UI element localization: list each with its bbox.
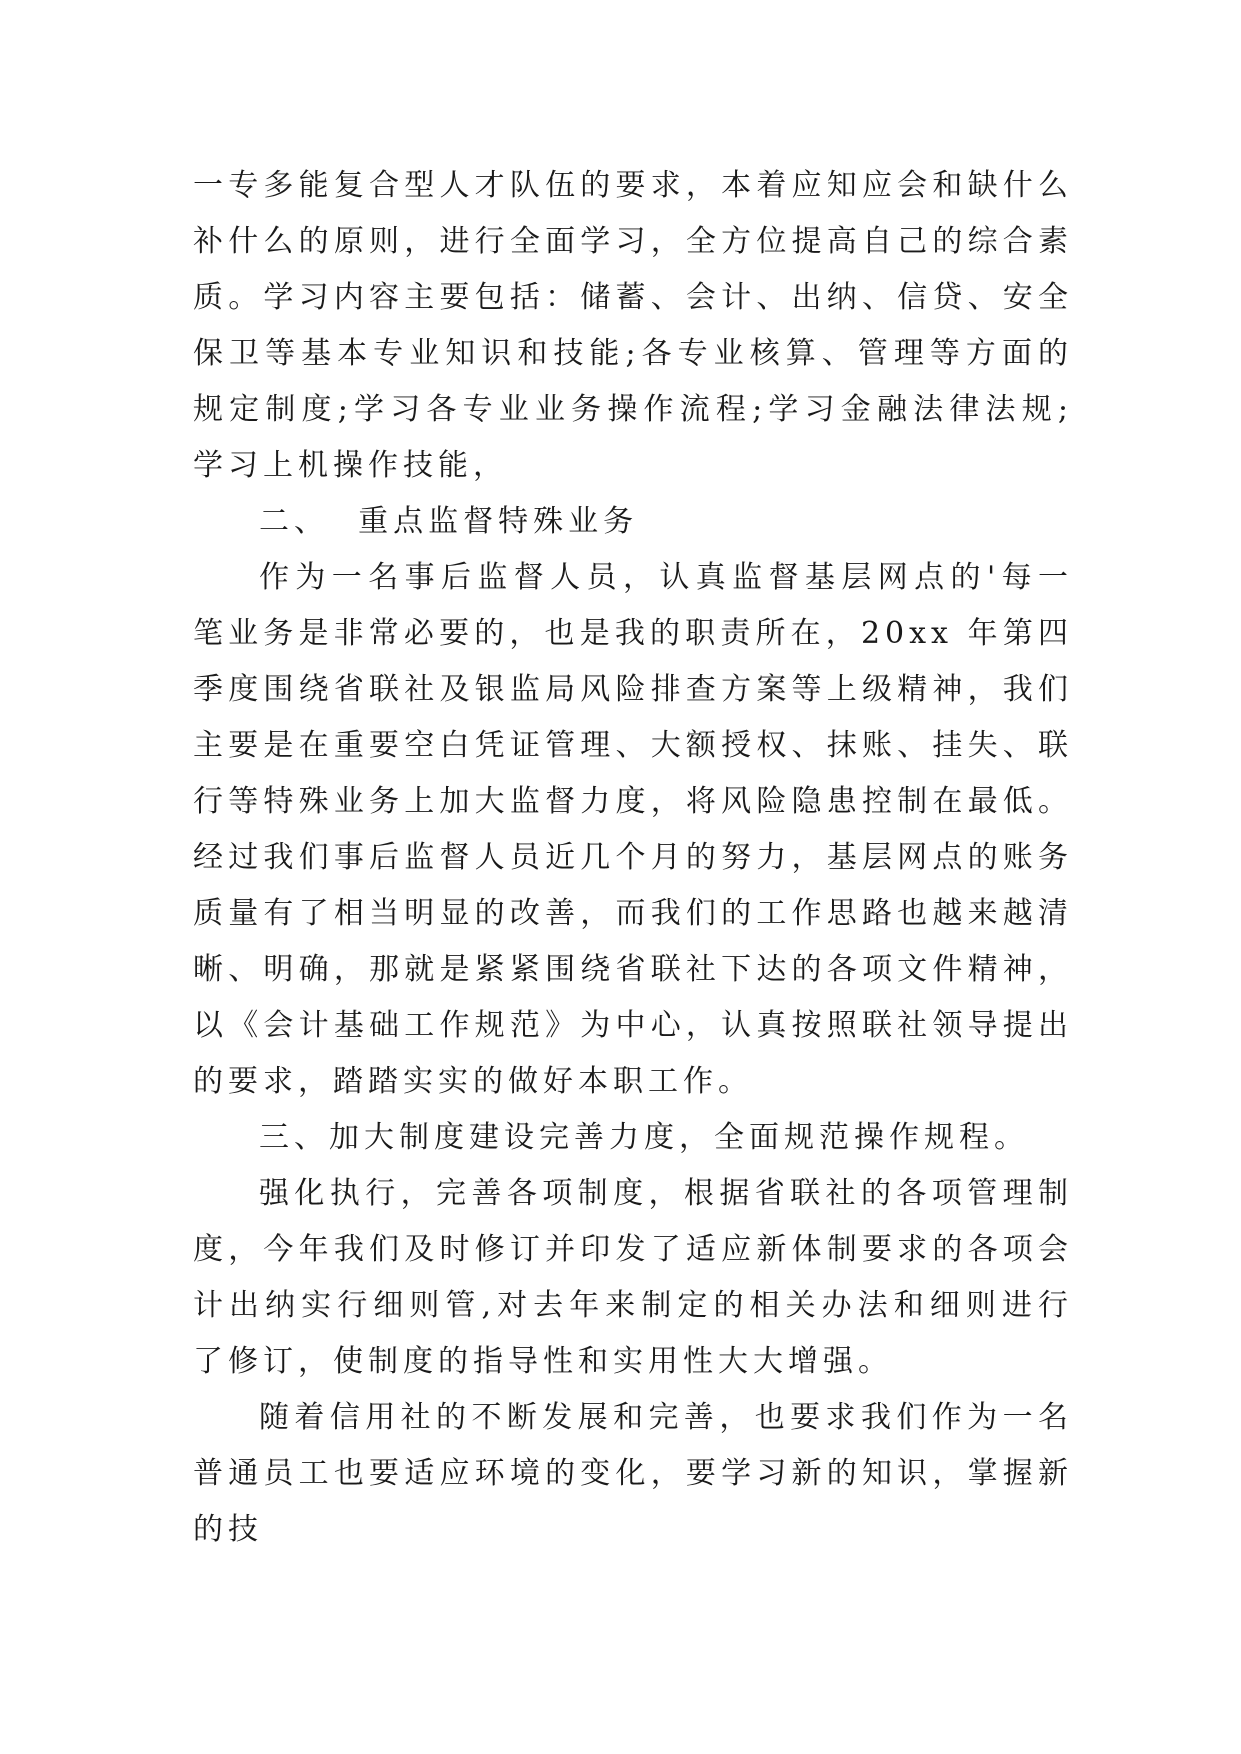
document-body — [193, 158, 1073, 1558]
paragraph-system-building: 强化执行，完善各项制度，根据省联社的各项管理制度，今年我们及时修订并印发了适应新体制要求的各项会计出纳实行细则管,对去年来制定的相关办法和细则进行了修订，使制度的指导性和实用性大大增强。 — [193, 1176, 1073, 1379]
paragraph-supervision: 作为一名事后监督人员，认真监督基层网点的'每一笔业务是非常必要的，也是我的职责所在，20xx 年第四季度围绕省联社及银监局风险排查方案等上级精神，我们主要是在重要空白凭证管理、大额授权、抹账、挂失、联行等特殊业务上加大监督力度，将风险隐患控制在最低。经过我们事后监督人员近几个月的努力，基层网点的账务质量有了相当明显的改善，而我们的工作思路也越来越清晰、明确，那就是紧紧围绕省联社下达的各项文件精神，以《会计基础工作规范》为中心，认真按照联社领导提出的要求，踏踏实实的做好本职工作。 — [193, 560, 1073, 1099]
paragraph-development: 随着信用社的不断发展和完善，也要求我们作为一名普通员工也要适应环境的变化，要学习新的知识，掌握新的技 — [193, 1400, 1073, 1547]
section-heading-3: 三、加大制度建设完善力度，全面规范操作规程。 — [259, 1120, 1029, 1155]
section-heading-2: 二、 重点监督特殊业务 — [259, 504, 639, 539]
paragraph-learning-content: 一专多能复合型人才队伍的要求，本着应知应会和缺什么补什么的原则，进行全面学习，全方位提高自己的综合素质。学习内容主要包括：储蓄、会计、出纳、信贷、安全保卫等基本专业知识和技能;各专业核算、管理等方面的规定制度;学习各专业业务操作流程;学习金融法律法规;学习上机操作技能， — [193, 168, 1073, 483]
